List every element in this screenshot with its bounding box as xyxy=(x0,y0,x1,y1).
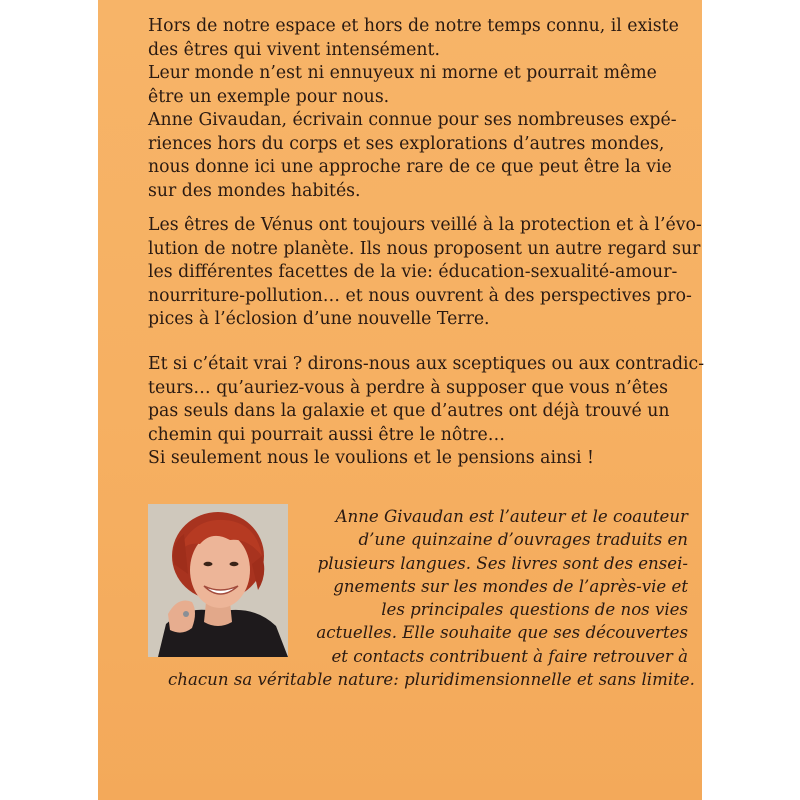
intro-line: des êtres qui vivent intensément. xyxy=(148,39,440,60)
skeptics-line: Et si c’était vrai ? dirons-nous aux sceptiques ou aux contradic- xyxy=(148,354,705,374)
bio-line: gnements sur les mondes de l’après-vie et xyxy=(333,576,688,596)
venus-line: Les êtres de Vénus ont toujours veillé à la protection et à l’évo- xyxy=(148,215,702,235)
venus-line: pices à l’éclosion d’une nouvelle Terre. xyxy=(148,309,490,329)
intro-line: riences hors du corps et ses explorations d’autres mondes, xyxy=(148,133,665,154)
intro-line: Anne Givaudan, écrivain connue pour ses nombreuses expé- xyxy=(148,110,677,130)
skeptics-line: teurs… qu’auriez-vous à perdre à supposer que vous n’êtes xyxy=(148,377,668,398)
venus-line: les différentes facettes de la vie: éducation-sexualité-amour- xyxy=(148,262,678,282)
skeptics-paragraph xyxy=(148,353,705,471)
bio-line: d’une quinzaine d’ouvrages traduits en xyxy=(358,530,688,550)
skeptics-line: pas seuls dans la galaxie et que d’autres ont déjà trouvé un xyxy=(148,401,670,421)
bio-line: Anne Givaudan est l’auteur et le coauteur xyxy=(335,507,688,526)
intro-line: Hors de notre espace et hors de notre temps connu, il existe xyxy=(148,16,679,36)
author-biography xyxy=(168,505,695,691)
venus-line: lution de notre planète. Ils nous proposent un autre regard sur xyxy=(148,238,701,259)
skeptics-line: chemin qui pourrait aussi être le nôtre… xyxy=(148,424,506,445)
intro-line: sur des mondes habités. xyxy=(148,180,361,201)
intro-line: Leur monde n’est ni ennuyeux ni morne et pourrait même xyxy=(148,63,657,83)
bio-line: actuelles. Elle souhaite que ses découvertes xyxy=(316,623,688,643)
intro-line: être un exemple pour nous. xyxy=(148,86,390,107)
bio-line: plusieurs langues. Ses livres sont des ensei- xyxy=(317,553,688,573)
intro-paragraph xyxy=(148,15,679,203)
skeptics-line: Si seulement nous le voulions et le pensions ainsi ! xyxy=(148,448,594,468)
bio-line: chacun sa véritable nature: pluridimensionnelle et sans limite. xyxy=(168,670,695,690)
intro-line: nous donne ici une approche rare de ce que peut être la vie xyxy=(148,157,672,177)
bio-line: et contacts contribuent à faire retrouver à xyxy=(331,646,688,666)
venus-line: nourriture-pollution… et nous ouvrent à des perspectives pro- xyxy=(148,285,692,306)
venus-paragraph xyxy=(148,214,702,332)
book-back-cover xyxy=(98,0,705,800)
bio-line: les principales questions de nos vies xyxy=(381,600,688,620)
